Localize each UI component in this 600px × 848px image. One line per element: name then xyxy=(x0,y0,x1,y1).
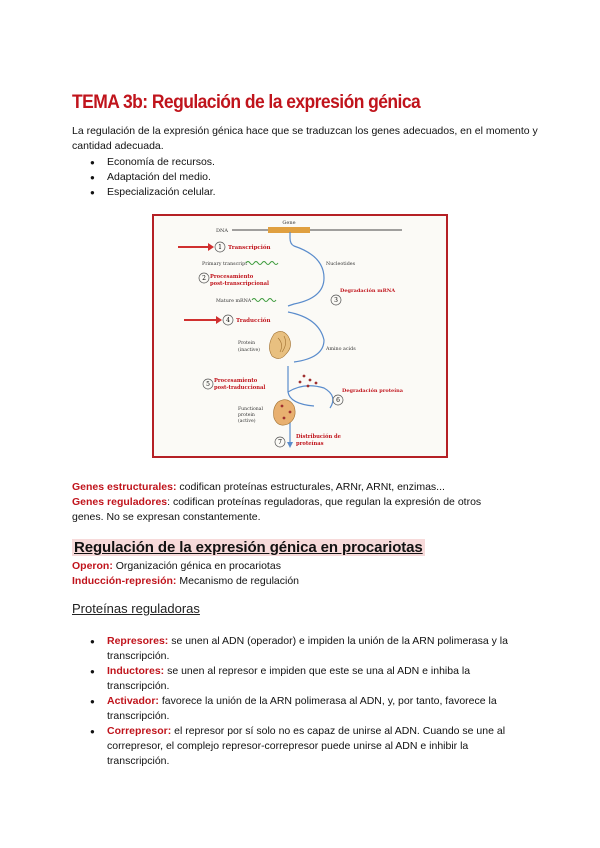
list-item xyxy=(90,694,530,724)
definition: el represor por sí solo no es capaz de unirse al ADN. Cuando se une al correpresor, el complejo represor-correpresor puede unirse al ADN e inhibir la transcripción. xyxy=(107,725,506,767)
label-processing-2: post-transcripcional xyxy=(210,281,269,287)
genes-estructurales-line xyxy=(72,480,445,495)
label-functional-1: Functional xyxy=(238,407,263,412)
list-item xyxy=(90,724,530,769)
label-mature-mrna: Mature mRNA xyxy=(216,299,252,304)
term: Operon: xyxy=(72,560,113,572)
label-primary-transcript: Primary transcript xyxy=(202,262,248,267)
label-protein-2: (inactive) xyxy=(238,348,260,353)
label-distribution-1: Distribución de xyxy=(296,434,341,440)
genes-reguladores-line xyxy=(72,495,481,510)
section-heading: Regulación de la expresión génica en procariotas xyxy=(74,539,423,556)
definition: se unen al ADN (operador) e impiden la unión de la ARN polimerasa y la transcripción. xyxy=(107,635,508,662)
step-1: 1 xyxy=(218,244,222,251)
list-item xyxy=(90,664,530,694)
label-post-trans-1: Procesamiento xyxy=(214,378,258,384)
definition: se unen al represor e impiden que este se una al ADN e inhiba la transcripción. xyxy=(107,665,471,692)
term: Represores: xyxy=(107,635,169,647)
list-item xyxy=(90,634,530,664)
operon-line xyxy=(72,559,281,574)
term: Correpresor: xyxy=(107,725,172,737)
definition: Mecanismo de regulación xyxy=(176,575,300,587)
label-protein-1: Protein xyxy=(238,341,256,346)
definition: : codifican proteínas reguladoras, que regulan la expresión de otros xyxy=(167,496,482,508)
label-amino-acids: Amino acids xyxy=(326,347,356,352)
arrow-icon xyxy=(178,243,214,251)
dna-label: DNA xyxy=(216,228,228,234)
subheading: Proteínas reguladoras xyxy=(72,601,200,616)
step-4: 4 xyxy=(226,317,230,324)
definition: favorece la unión de la ARN polimerasa al ADN, y, por tanto, favorece la transcripción. xyxy=(107,695,497,722)
gene-label: Gene xyxy=(282,220,296,226)
induccion-line xyxy=(72,574,299,589)
inactive-protein-icon xyxy=(269,331,290,358)
label-functional-3: (active) xyxy=(238,419,256,424)
regulatory-protein-list xyxy=(90,634,530,769)
term: Genes reguladores xyxy=(72,496,168,508)
genes-reguladores-line-2: genes. No se expresan constantemente. xyxy=(72,511,261,523)
term: Inducción-represión: xyxy=(72,575,177,587)
list-item: ● Adaptación del medio. xyxy=(90,170,216,185)
label-translation: Traducción xyxy=(236,318,271,324)
step-5: 5 xyxy=(206,381,210,388)
term: Genes estructurales: xyxy=(72,481,177,493)
step-2: 2 xyxy=(202,275,206,282)
label-transcription: Transcripción xyxy=(228,245,271,251)
arrow-icon xyxy=(184,316,222,324)
term: Inductores: xyxy=(107,665,165,677)
label-processing-1: Procesamiento xyxy=(210,274,254,280)
label-mrna-degradation: Degradación mRNA xyxy=(340,288,396,294)
label-functional-2: protein xyxy=(238,413,255,418)
intro-bullet-list xyxy=(90,155,216,200)
gene-expression-figure xyxy=(152,214,448,458)
definition: Organización génica en procariotas xyxy=(112,560,281,572)
label-nucleotides: Nucleotides xyxy=(326,262,356,267)
label-distribution-2: proteínas xyxy=(296,441,324,447)
definition: codifican proteínas estructurales, ARNr, ARNt, enzimas... xyxy=(176,481,445,493)
page-title: TEMA 3b: Regulación de la expresión génica xyxy=(72,92,421,113)
step-7: 7 xyxy=(278,439,282,446)
term: Activador: xyxy=(107,695,159,707)
label-protein-degradation: Degradación proteína xyxy=(342,388,404,394)
active-protein-icon xyxy=(274,400,296,425)
list-item: ● Especialización celular. xyxy=(90,185,216,200)
label-post-trans-2: post-traduccional xyxy=(214,385,266,391)
step-3: 3 xyxy=(334,297,338,304)
gene-bar xyxy=(268,227,310,233)
list-item: ● Economía de recursos. xyxy=(90,155,216,170)
step-6: 6 xyxy=(336,397,340,404)
intro-paragraph: La regulación de la expresión génica hace que se traduzcan los genes adecuados, en el momento y cantidad adecuada. xyxy=(72,125,538,152)
